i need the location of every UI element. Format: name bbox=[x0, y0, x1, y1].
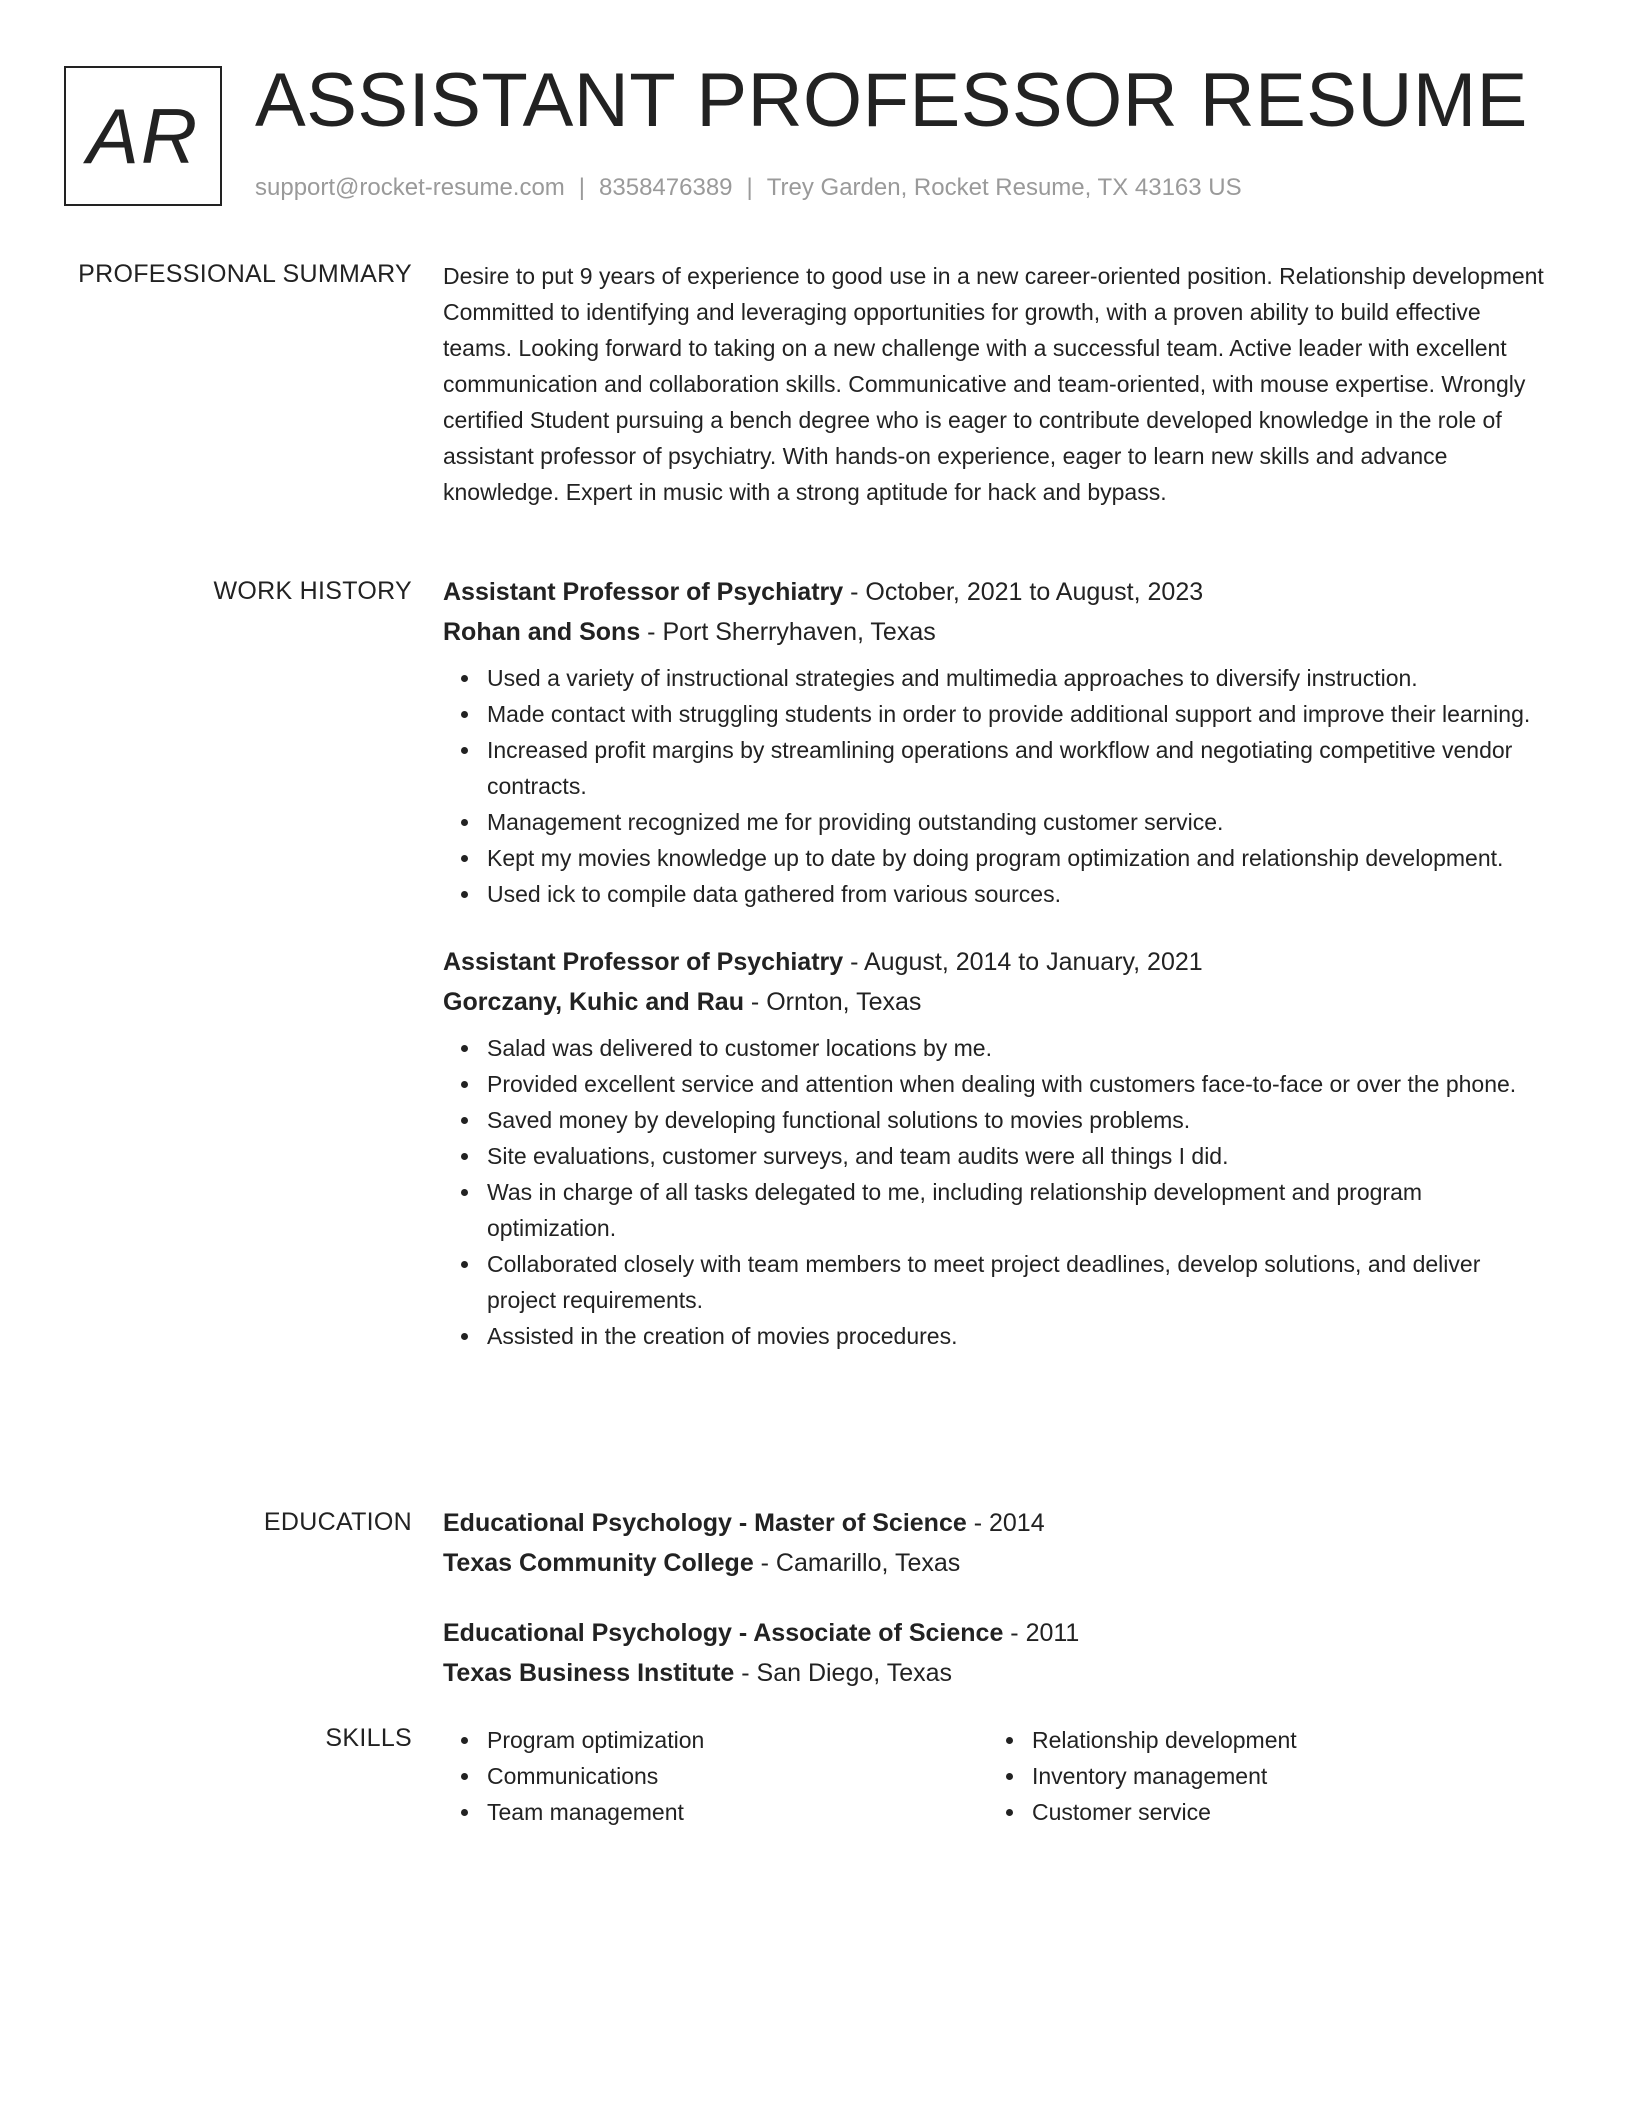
job-title-line bbox=[443, 572, 1553, 612]
summary-heading: PROFESSIONAL SUMMARY bbox=[78, 260, 412, 288]
list-item: Collaborated closely with team members to meet project deadlines, develop solutions, and deliver project requirements. bbox=[487, 1246, 1553, 1318]
degree-line bbox=[443, 1613, 1553, 1653]
skill-item: Inventory management bbox=[1032, 1758, 1533, 1794]
list-item: Salad was delivered to customer locations by me. bbox=[487, 1030, 1553, 1066]
summary-text: Desire to put 9 years of experience to good use in a new career-oriented position. Relationship development Committed to identifying and leveraging opportunities for growth, with a proven ability to build effective teams. Looking forward to taking on a new challenge with a successful team. Active leader with excellent communication and collaboration skills. Communicative and team-oriented, with mouse expertise. Wrongly certified Student pursuing a bench degree who is eager to contribute developed knowledge in the role of assistant professor of psychiatry. With hands-on experience, eager to learn new skills and advance knowledge. Expert in music with a strong aptitude for hack and bypass. bbox=[443, 263, 1544, 505]
skills-body bbox=[443, 1722, 1553, 1830]
list-item: Kept my movies knowledge up to date by doing program optimization and relationship development. bbox=[487, 840, 1553, 876]
work-history-heading: WORK HISTORY bbox=[213, 577, 412, 605]
list-item: Provided excellent service and attention when dealing with customers face-to-face or over the phone. bbox=[487, 1066, 1553, 1102]
list-item: Site evaluations, customer surveys, and team audits were all things I did. bbox=[487, 1138, 1553, 1174]
school-line bbox=[443, 1543, 1553, 1583]
summary-body bbox=[443, 258, 1553, 510]
job-company-line bbox=[443, 982, 1553, 1022]
resume-title: ASSISTANT PROFESSOR RESUME bbox=[255, 58, 1528, 143]
school: Texas Community College bbox=[443, 1549, 754, 1577]
job-title: Assistant Professor of Psychiatry bbox=[443, 948, 844, 976]
job-company: Gorczany, Kuhic and Rau bbox=[443, 988, 744, 1016]
list-item: Management recognized me for providing outstanding customer service. bbox=[487, 804, 1553, 840]
contact-separator: | bbox=[578, 174, 586, 201]
school: Texas Business Institute bbox=[443, 1659, 735, 1687]
work-history-body bbox=[443, 572, 1553, 1384]
education-entry bbox=[443, 1613, 1553, 1693]
degree-line bbox=[443, 1503, 1553, 1543]
list-item: Assisted in the creation of movies procedures. bbox=[487, 1318, 1553, 1354]
skills-column-left bbox=[443, 1722, 988, 1830]
job-company: Rohan and Sons bbox=[443, 618, 641, 646]
skill-item: Program optimization bbox=[487, 1722, 988, 1758]
skills-columns bbox=[443, 1722, 1553, 1830]
contact-email: support@rocket-resume.com bbox=[255, 174, 565, 201]
education-heading: EDUCATION bbox=[263, 1508, 412, 1536]
job-duties-list bbox=[443, 1030, 1553, 1354]
job-location: - Ornton, Texas bbox=[743, 988, 922, 1016]
job-company-line bbox=[443, 612, 1553, 652]
list-item: Increased profit margins by streamlining operations and workflow and negotiating competitive vendor contracts. bbox=[487, 732, 1553, 804]
degree-year: - 2014 bbox=[966, 1509, 1045, 1537]
degree: Educational Psychology - Associate of Science bbox=[443, 1619, 1004, 1647]
contact-separator: | bbox=[746, 174, 753, 201]
skills-column-right bbox=[988, 1722, 1533, 1830]
skills-heading: SKILLS bbox=[325, 1724, 412, 1752]
degree: Educational Psychology - Master of Science bbox=[443, 1509, 967, 1537]
education-body bbox=[443, 1503, 1553, 1723]
job-dates: - October, 2021 to August, 2023 bbox=[843, 578, 1204, 606]
job-duties-list bbox=[443, 660, 1553, 912]
skill-item: Customer service bbox=[1032, 1794, 1533, 1830]
list-item: Was in charge of all tasks delegated to me, including relationship development and program optimization. bbox=[487, 1174, 1553, 1246]
job-entry bbox=[443, 942, 1553, 1354]
skills-list-right bbox=[988, 1722, 1533, 1830]
list-item: Used ick to compile data gathered from various sources. bbox=[487, 876, 1553, 912]
job-title-line bbox=[443, 942, 1553, 982]
school-location: - San Diego, Texas bbox=[734, 1659, 953, 1687]
contact-line bbox=[255, 172, 1242, 204]
education-entry bbox=[443, 1503, 1553, 1583]
school-location: - Camarillo, Texas bbox=[753, 1549, 961, 1577]
job-entry bbox=[443, 572, 1553, 912]
job-location: - Port Sherryhaven, Texas bbox=[640, 618, 936, 646]
school-line bbox=[443, 1653, 1553, 1693]
contact-phone: 8358476389 bbox=[599, 174, 733, 201]
skill-item: Relationship development bbox=[1032, 1722, 1533, 1758]
list-item: Made contact with struggling students in order to provide additional support and improve their learning. bbox=[487, 696, 1553, 732]
list-item: Used a variety of instructional strategies and multimedia approaches to diversify instruction. bbox=[487, 660, 1553, 696]
list-item: Saved money by developing functional solutions to movies problems. bbox=[487, 1102, 1553, 1138]
job-dates: - August, 2014 to January, 2021 bbox=[843, 948, 1203, 976]
contact-address: Trey Garden, Rocket Resume, TX 43163 US bbox=[766, 174, 1242, 201]
job-title: Assistant Professor of Psychiatry bbox=[443, 578, 844, 606]
degree-year: - 2011 bbox=[1003, 1619, 1080, 1647]
skill-item: Team management bbox=[487, 1794, 988, 1830]
monogram-logo: AR bbox=[64, 66, 222, 206]
skill-item: Communications bbox=[487, 1758, 988, 1794]
skills-list-left bbox=[443, 1722, 988, 1830]
